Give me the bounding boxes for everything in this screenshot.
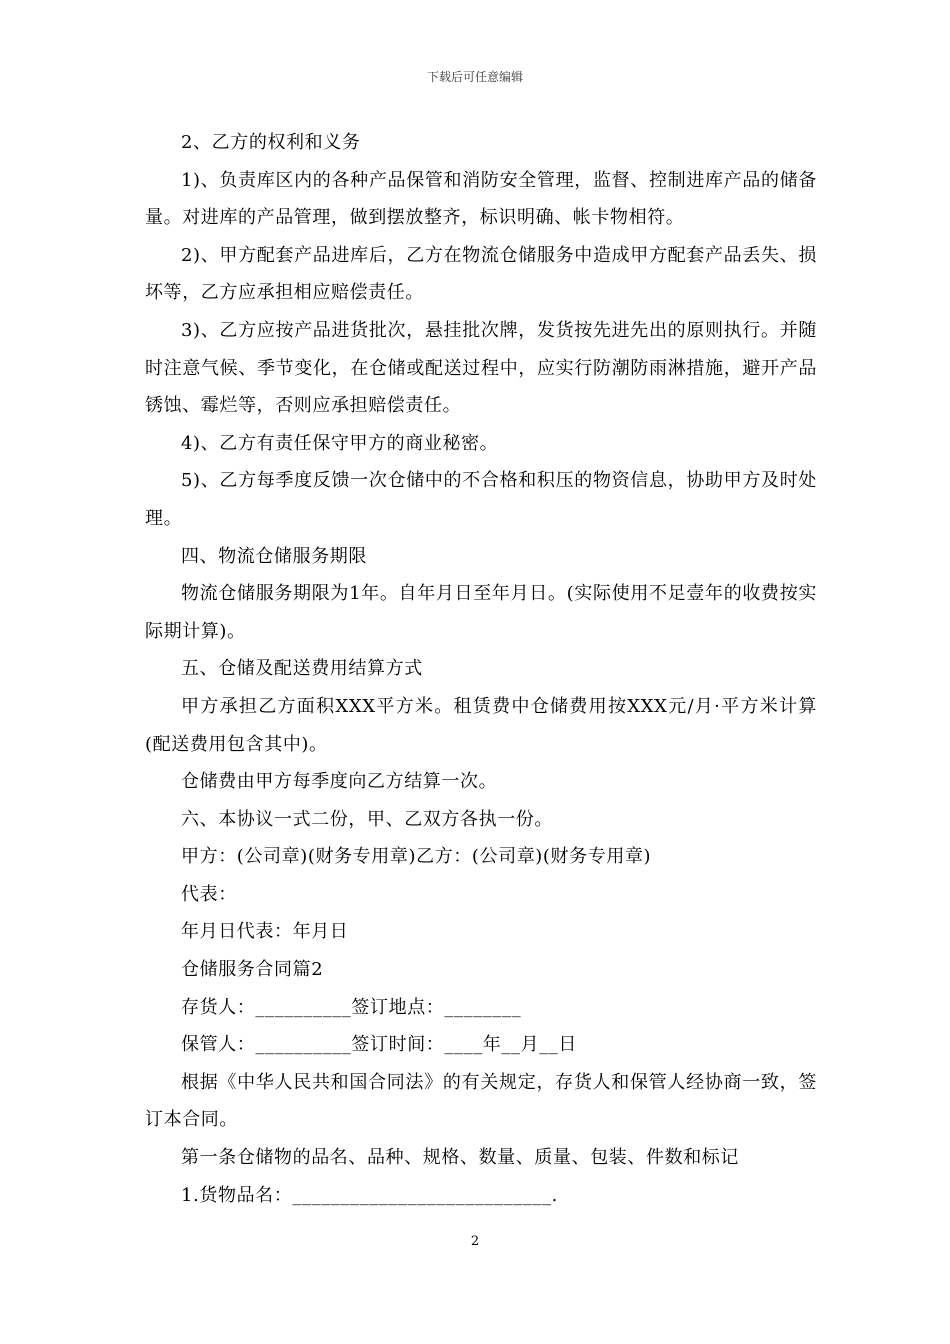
paragraph: 根据《中华人民共和国合同法》的有关规定，存货人和保管人经协商一致，签订本合同。 (145, 1071, 817, 1131)
paragraph: 物流仓储服务期限为1年。自年月日至年月日。(实际使用不足壹年的收费按实际期计算)。 (145, 583, 817, 642)
section-heading: 五、仓储及配送费用结算方式 (181, 658, 423, 680)
signature-line: 代表： (181, 883, 237, 905)
document-body (145, 124, 817, 1214)
paragraph: 3)、乙方应按产品进货批次，悬挂批次牌，发货按先进先出的原则执行。并随时注意气候、季节变化，在仓储或配送过程中，应实行防潮防雨淋措施，避开产品锈蚀、霉烂等，否则应承担赔偿责任。 (145, 319, 817, 417)
paragraph: 5)、乙方每季度反馈一次仓储中的不合格和积压的物资信息，协助甲方及时处理。 (145, 470, 817, 529)
form-line: 存货人：__________签订地点：________ (181, 996, 522, 1018)
section-heading: 四、物流仓储服务期限 (181, 545, 367, 567)
paragraph: 2)、甲方配套产品进库后，乙方在物流仓储服务中造成甲方配套产品丢失、损坏等，乙方应承担相应赔偿责任。 (145, 244, 817, 304)
page-header: 下载后可任意编辑 (426, 70, 523, 84)
signature-line: 甲方：(公司章)(财务专用章)乙方：(公司章)(财务专用章) (181, 846, 652, 868)
contract-title: 仓储服务合同篇2 (181, 959, 324, 981)
form-line: 保管人：__________签订时间：____年__月__日 (181, 1034, 577, 1056)
paragraph: 1)、负责库区内的各种产品保管和消防安全管理，监督、控制进库产品的储备量。对进库的产品管理，做到摆放整齐，标识明确、帐卡物相符。 (145, 169, 817, 229)
page-number: 2 (470, 1234, 480, 1249)
section-heading: 第一条仓储物的品名、品种、规格、数量、质量、包装、件数和标记 (181, 1147, 739, 1169)
paragraph: 4)、乙方有责任保守甲方的商业秘密。 (181, 432, 499, 454)
paragraph: 甲方承担乙方面积XXX平方米。租赁费中仓储费用按XXX元/月·平方米计算(配送费用包含其中)。 (145, 695, 817, 755)
form-line: 1.货物品名：___________________________. (181, 1184, 558, 1206)
paragraph: 仓储费由甲方每季度向乙方结算一次。 (181, 771, 498, 793)
section-heading: 2、乙方的权利和义务 (181, 132, 361, 153)
paragraph: 六、本协议一式二份，甲、乙双方各执一份。 (181, 808, 553, 830)
signature-line: 年月日代表：年月日 (181, 921, 349, 943)
